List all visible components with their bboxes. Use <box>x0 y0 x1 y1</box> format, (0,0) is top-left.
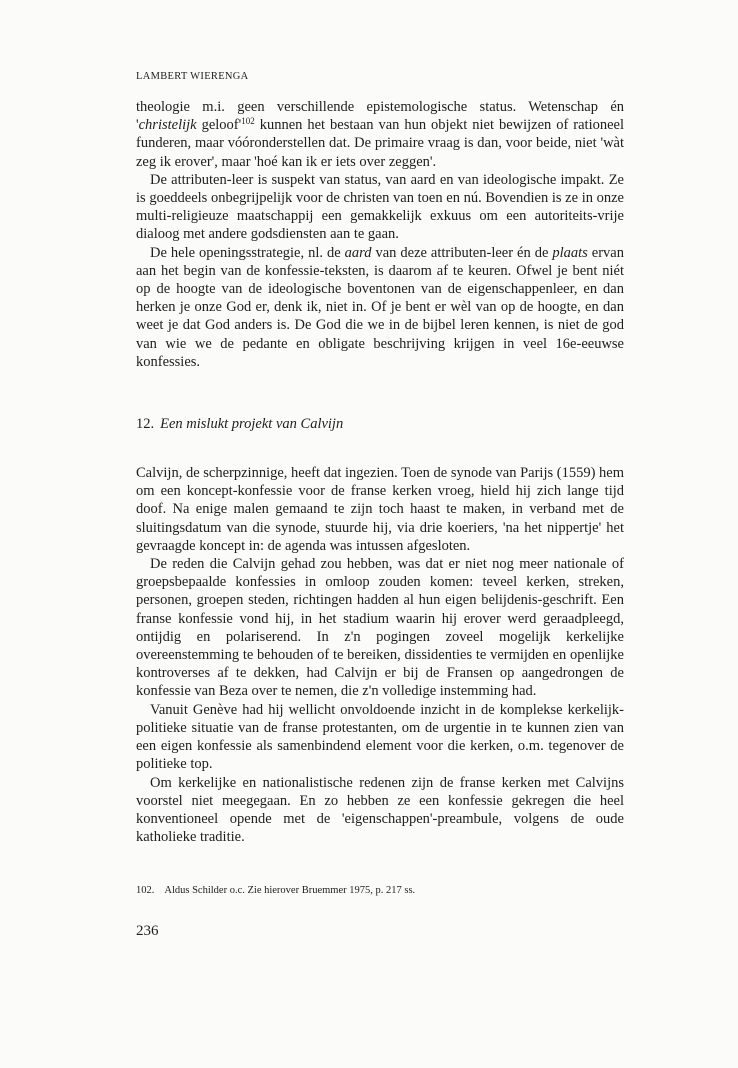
p3-italic-plaats: plaats <box>552 244 588 261</box>
paragraph-1 <box>136 98 624 171</box>
footnote-text: Aldus Schilder o.c. Zie hierover Bruemmer 1975, p. 217 ss. <box>164 885 416 897</box>
p3-text-c: van deze attributen-leer én de <box>371 244 553 261</box>
paragraph-5: De reden die Calvijn gehad zou hebben, was dat er niet nog meer nationale of groepsbepaalde konfessies in omloop zouden komen: teveel kerken, streken, personen, groepen steden, richtingen hadden al hun eigen belijdenis-geschrift. Een franse konfessie vond hij, in het stadium waarin hij erover werd geraadpleegd, ontijdig en polariserend. In z'n pogingen zoveel mogelijk kerkelijke overeenstemming te behouden of te bereiken, dissidenties te vermijden en openlijke kontroverses af te dekken, had Calvijn er bij de Fransen op aangedrongen de konfessie van Beza over te nemen, die z'n volledige instemming had. <box>136 556 624 700</box>
footnote <box>136 884 624 898</box>
page-number: 236 <box>136 923 159 940</box>
paragraph-6: Vanuit Genève had hij wellicht onvoldoende inzicht in de komplekse kerkelijk-politieke situatie van de franse protestanten, om de urgentie in te kunnen zien van een eigen konfessie als samenbindend element voor die kerken, o.m. tegenover de politieke top. <box>136 701 624 773</box>
paragraph-2: De attributen-leer is suspekt van status, van aard en van ideologische impakt. Ze is goeddeels onbegrijpelijk voor de christen van toen en nú. Bovendien is ze in onze multi-religieuze maatschappij een gemakkelijk exkuus om een autoriteits-vrije dialoog met andere godsdiensten aan te gaan. <box>136 171 624 243</box>
p1-text-c: geloof' <box>196 117 242 134</box>
section-title: Een mislukt projekt van Calvijn <box>160 416 344 433</box>
footnote-number: 102. <box>136 885 155 897</box>
section-number: 12. <box>136 416 155 433</box>
paragraph-4: Calvijn, de scherpzinnige, heeft dat ingezien. Toen de synode van Parijs (1559) hem om een koncept-konfessie voor de franse kerken vroeg, hield hij zich lange tijd doof. Na enige malen gemaand te zijn toch haast te maken, in verband met de sluitingsdatum van die synode, stuurde hij, via drie koeriers, 'na het nippertje' het gevraagde koncept in: de agenda was intussen afgesloten. <box>136 465 624 554</box>
p3-text-a: De hele openingsstrategie, nl. de <box>150 244 345 261</box>
paragraph-7: Om kerkelijke en nationalistische redenen zijn de franse kerken met Calvijns voorstel niet meegegaan. En zo hebben ze een konfessie gekregen die heel konventioneel opende met de 'eigenschappen'-preambule, volgens de oude katholieke traditie. <box>136 774 624 846</box>
p3-text-e: ervan aan het begin van de konfessie-teksten, is daarom af te keuren. Ofwel je bent niét op de hoogte van de ideologische boventonen van de eigenschappenleer, en dan herken je onze God er, denk ik, niet in. Of je bent er wèl van op de hoogte, en dan weet je dat God anders is. De God die we in de bijbel leren kennen, is niet de god van wie we de pedante en obligate beschrijving krijgen in veel 16e-eeuwse konfessies. <box>136 244 624 370</box>
p1-italic-christelijk: christelijk <box>138 117 197 134</box>
paragraph-3 <box>136 244 624 371</box>
p3-italic-aard: aard <box>344 244 372 261</box>
section-heading <box>136 415 624 433</box>
footnote-ref-102: 102 <box>241 116 255 127</box>
p1-text-d: kunnen het bestaan van hun objekt niet bewijzen of rationeel funderen, maar vóóronderstellen dat. De primaire vraag is dan, voor beide, niet 'wàt zeg ik erover', maar 'hoé kan ik er iets over zeggen'. <box>136 117 625 170</box>
running-head: LAMBERT WIERENGA <box>136 71 249 82</box>
p1-text-a: theologie m.i. geen verschillende epistemologische status. Wetenschap én ' <box>136 99 624 134</box>
book-page <box>136 70 624 940</box>
